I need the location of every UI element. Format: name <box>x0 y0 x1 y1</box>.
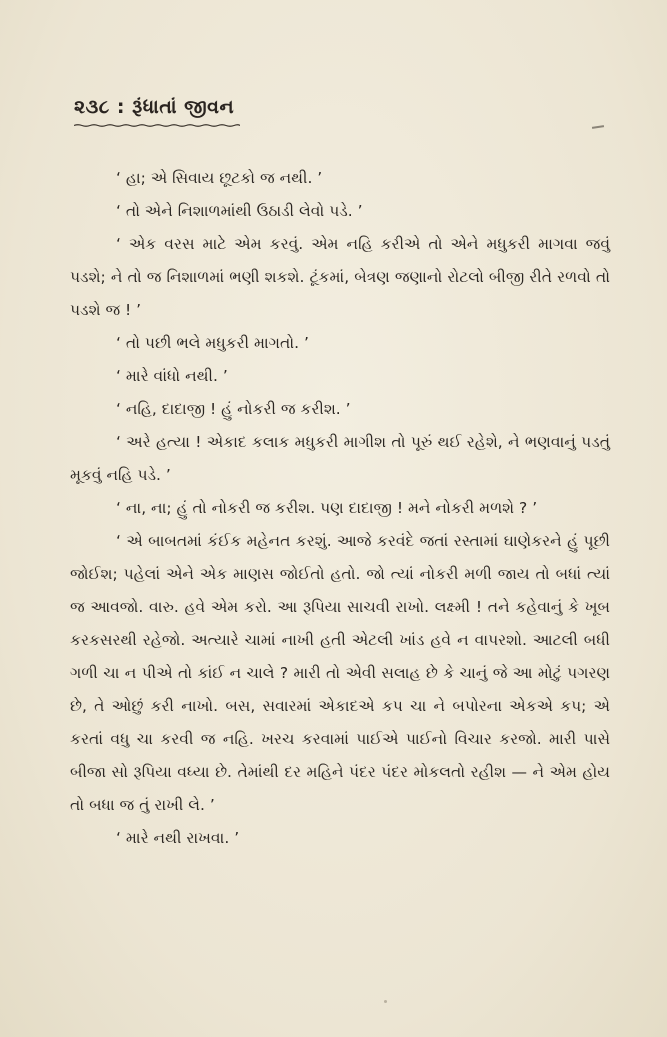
paragraph: ‘ તો એને નિશાળમાંથી ઉઠાડી લેવો પડે. ’ <box>116 202 363 220</box>
paragraph: ‘ એ બાબતમાં કંઈક મહેનત કરશું. આજે કરવંદે જતાં રસ્તામાં ઘાણેકરને હું પૂછી જોઈશ; પહેલાં એને એક માણસ જોઈતો હતો. જો ત્યાં નોકરી મળી જાય તો બધાં ત્યાં જ આવજો. વારુ. હવે એમ કરો. આ રૂપિયા સાચવી રાખો. લક્ષ્મી ! તને કહેવાનું કે ખૂબ કરકસરથી રહેજો. અત્યારે ચામાં નાખી હતી એટલી ખાંડ હવે ન વાપરશો. આટલી બધી ગળી ચા ન પીએ તો કાંઈ ન ચાલે ? મારી તો એવી સલાહ છે કે ચાનું જે આ મોટું પગરણ છે, તે ઓછું કરી નાખો. બસ, સવારમાં એકાદએ કપ ચા ને બપોરના એકએ કપ; એ કરતાં વધુ ચા કરવી જ નહિ. ખરચ કરવામાં પાઈએ પાઈનો વિચાર કરજો. મારી પાસે બીજા સો રૂપિયા વધ્યા છે. તેમાંથી દર મહિને પંદર પંદર મોકલતો રહીશ — ને એમ હોય તો બધા જ તું રાખી લે. ’ <box>70 532 610 814</box>
body-text <box>70 162 610 855</box>
page-header: ૨૩૮ : રૂંધાતાં જીવન <box>74 96 235 118</box>
paragraph: ‘ ના, ના; હું તો નોકરી જ કરીશ. પણ દાદાજી ! મને નોકરી મળશે ? ’ <box>116 499 538 517</box>
margin-mark <box>592 125 604 129</box>
paragraph: ‘ હા; એ સિવાય છૂટકો જ નથી. ’ <box>116 169 323 187</box>
paragraph: ‘ અરે હત્યા ! એકાદ કલાક મધુકરી માગીશ તો પૂરું થઈ રહેશે, ને ભણવાનું પડતું મૂકવું નહિ પડે. ’ <box>70 433 610 484</box>
page-speck <box>384 1000 387 1003</box>
paragraph: ‘ મારે વાંધો નથી. ’ <box>116 367 228 385</box>
paragraph: ‘ એક વરસ માટે એમ કરવું. એમ નહિ કરીએ તો એને મધુકરી માગવા જવું પડશે; ને તો જ નિશાળમાં ભણી શકશે. ટૂંકમાં, બેત્રણ જણાનો રોટલો બીજી રીતે રળવો તો પડશે જ ! ’ <box>70 235 610 319</box>
paragraph: ‘ નહિ, દાદાજી ! હું નોકરી જ કરીશ. ’ <box>116 400 351 418</box>
paragraph: ‘ તો પછી ભલે મધુકરી માગતો. ’ <box>116 334 309 352</box>
paragraph: ‘ મારે નથી રાખવા. ’ <box>116 829 240 847</box>
header-wavy-rule <box>74 124 240 127</box>
